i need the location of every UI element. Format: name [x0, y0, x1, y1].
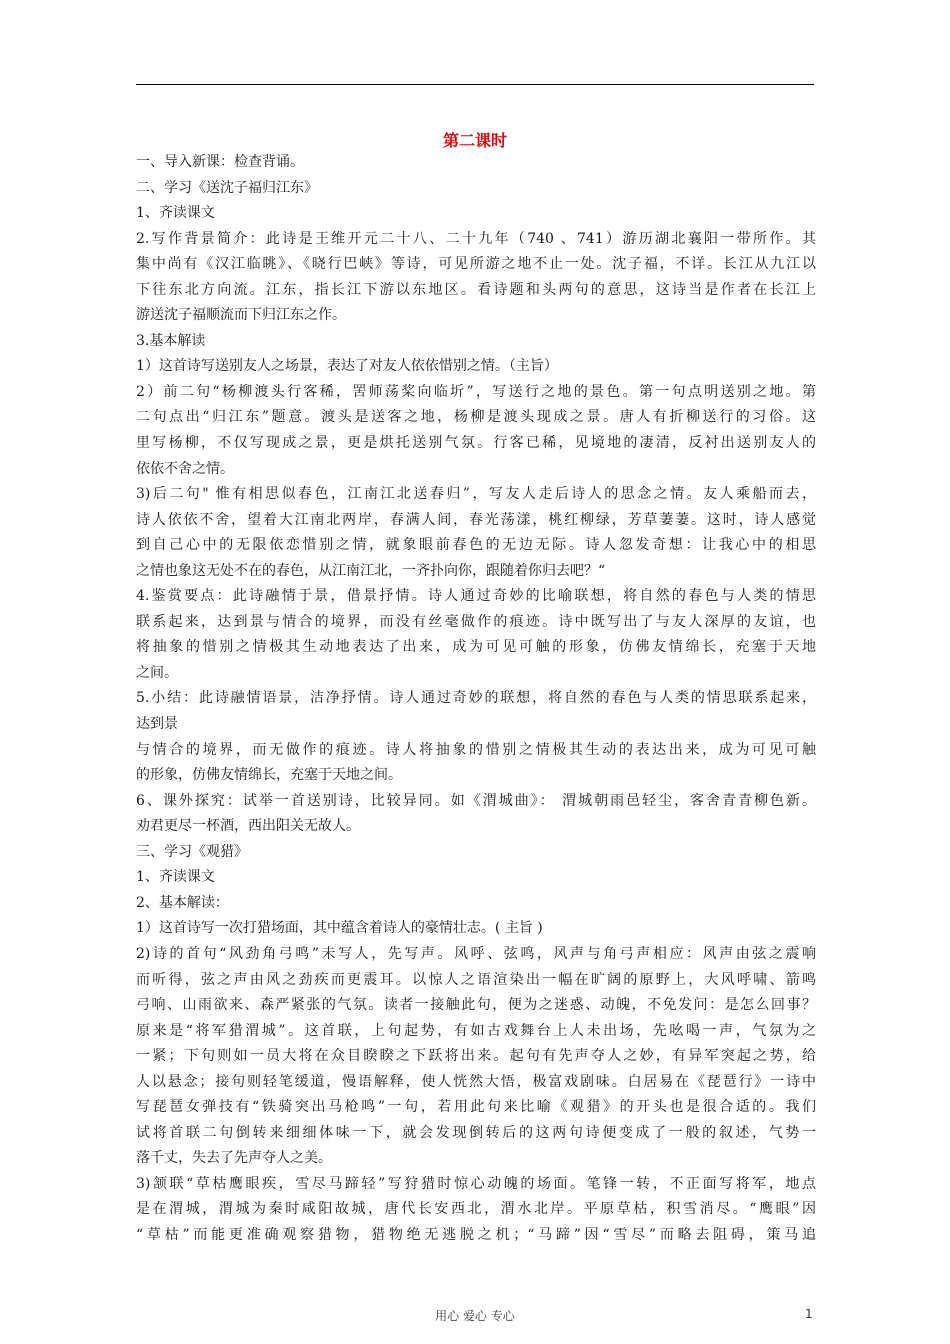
text-line: 6、课外探究：试举一首送别诗，比较异同。如《渭城曲》： 渭城朝雨邑轻尘，客舍青青柳色新。: [136, 792, 816, 809]
document-body: [136, 150, 816, 1249]
text-line: 达到景: [136, 716, 178, 733]
text-line: 之情也象这无处不在的春色，从江南江北，一齐扑向你，跟随着你归去吧？“: [136, 562, 606, 579]
text-line: “草枯”而能更准确观察猎物，猎物绝无逃脱之机；“马蹄”因“雪尽”而略去阻碍，策马追: [136, 1226, 816, 1243]
text-line: 1）这首诗写送别友人之场景，表达了对友人依依惜别之情。（主旨）: [136, 358, 558, 375]
text-line: 里写杨柳，不仅写现成之景，更是烘托送别气氛。行客已稀，见境地的凄清，反衬出送别友人的: [136, 435, 816, 452]
text-line: 将抽象的惜别之情极其生动地表达了出来，成为可见可触的形象，仿佛友情绵长，充塞于天地: [136, 639, 816, 656]
text-line: 二句点出“归江东”题意。渡头是送客之地，杨柳是渡头现成之景。唐人有折柳送行的习俗。这: [136, 409, 816, 426]
text-line: 试将首联二句倒转来细细体味一下，就会发现倒转后的这两句诗便变成了一般的叙述，气势一: [136, 1124, 816, 1141]
text-line: 2、基本解读：: [136, 894, 229, 911]
text-line: 游送沈子福顺流而下归江东之作。: [136, 307, 346, 324]
text-line: 原来是“将军猎渭城”。这首联，上句起势，有如古戏舞台上人未出场，先吆喝一声，气氛为之: [136, 1022, 816, 1039]
text-line: 而听得，弦之声由风之劲疾而更震耳。以惊人之语渲染出一幅在旷阔的原野上，大风呼啸、箭鸣: [136, 971, 816, 988]
text-line: 三、学习《观猎》: [136, 843, 248, 860]
text-line: 5.小结：此诗融情语景，洁净抒情。诗人通过奇妙的联想，将自然的春色与人类的情思联系起来，: [136, 690, 816, 707]
text-line: 2.写作背景简介：此诗是王维开元二十八、二十九年（740 、741）游历湖北襄阳一带所作。其: [136, 230, 816, 247]
header-rule: [136, 84, 814, 85]
page-title: 第二课时: [442, 131, 507, 150]
text-line: 1、齐读课文: [136, 869, 215, 886]
text-line: 联系起来，达到景与情合的境界，而没有丝毫做作的痕迹。诗中既写出了与友人深厚的友谊，也: [136, 613, 816, 630]
text-line: 依依不舍之情。: [136, 460, 234, 477]
text-line: 1）这首诗写一次打猎场面，其中蕴含着诗人的豪情壮志。( 主旨 ): [136, 920, 543, 937]
text-line: 是在渭城，渭城为秦时咸阳故城，唐代长安西北，渭水北岸。平原草枯，积雪消尽。“鹰眼”因: [136, 1201, 816, 1218]
text-line: 之间。: [136, 664, 178, 681]
text-line: 的形象，仿佛友情绵长，充塞于天地之间。: [136, 767, 402, 784]
text-line: 写琵琶女弹技有“铁骑突出马枪鸣”一句，若用此句来比喻《观猎》的开头也是很合适的。我们: [136, 1099, 816, 1116]
text-line: 落千丈，失去了先声夺人之美。: [136, 1150, 332, 1167]
text-line: 到自己心中的无限依恋惜别之情，就象眼前春色的无边无际。诗人忽发奇想：让我心中的相思: [136, 537, 816, 554]
text-line: 2）前二句“杨柳渡头行客稀，罟师荡桨向临圻”，写送行之地的景色。第一句点明送别之地。第: [136, 383, 816, 400]
text-line: 2)诗的首句“风劲角弓鸣”未写人，先写声。风呼、弦鸣，风声与角弓声相应：风声由弦之震响: [136, 945, 816, 962]
text-line: 弓响、山雨欲来、森严紧张的气氛。读者一接触此句，便为之迷惑、动魄，不免发问：是怎么回事？: [136, 997, 816, 1014]
text-line: 一紧；下句则如一员大将在众目睽睽之下跃将出来。起句有先声夺人之妙，有异军突起之势，给: [136, 1048, 816, 1065]
text-line: 3)颔联“草枯鹰眼疾，雪尽马蹄轻”写狩猎时惊心动魄的场面。笔锋一转，不正面写将军，地点: [136, 1175, 816, 1192]
footer-motto: 用心 爱心 专心: [435, 1309, 515, 1323]
text-line: 二、学习《送沈子福归江东》: [136, 179, 318, 196]
text-line: 人以悬念；接句则轻笔缓道，慢语解释，使人恍然大悟，极富戏剧味。白居易在《琵琶行》一诗中: [136, 1073, 816, 1090]
text-line: 3)后二句" 惟有相思似春色，江南江北送春归”，写友人走后诗人的思念之情。友人乘船而去，: [136, 486, 816, 503]
text-line: 下往东北方向流。江东，指长江下游以东地区。看诗题和头两句的意思，这诗当是作者在长江上: [136, 281, 816, 298]
text-line: 4.鉴赏要点：此诗融情于景，借景抒情。诗人通过奇妙的比喻联想，将自然的春色与人类的情思: [136, 588, 816, 605]
text-line: 与情合的境界，而无做作的痕迹。诗人将抽象的惜别之情极其生动的表达出来，成为可见可触: [136, 741, 816, 758]
text-line: 一、导入新课：检查背诵。: [136, 154, 304, 170]
text-line: 劝君更尽一杯酒，西出阳关无故人。: [136, 818, 360, 835]
text-line: 1、齐读课文: [136, 205, 215, 222]
text-line: 集中尚有《汉江临眺》、《晓行巴峡》等诗，可见所游之地不止一处。沈子福，不详。长江从九江以: [136, 256, 816, 273]
text-line: 诗人依依不舍，望着大江南北两岸，春满人间，春光荡漾，桃红柳绿，芳草萋萋。这时，诗人感觉: [136, 511, 816, 528]
text-line: 3.基本解读: [136, 332, 206, 349]
page-number: 1: [805, 1307, 813, 1321]
